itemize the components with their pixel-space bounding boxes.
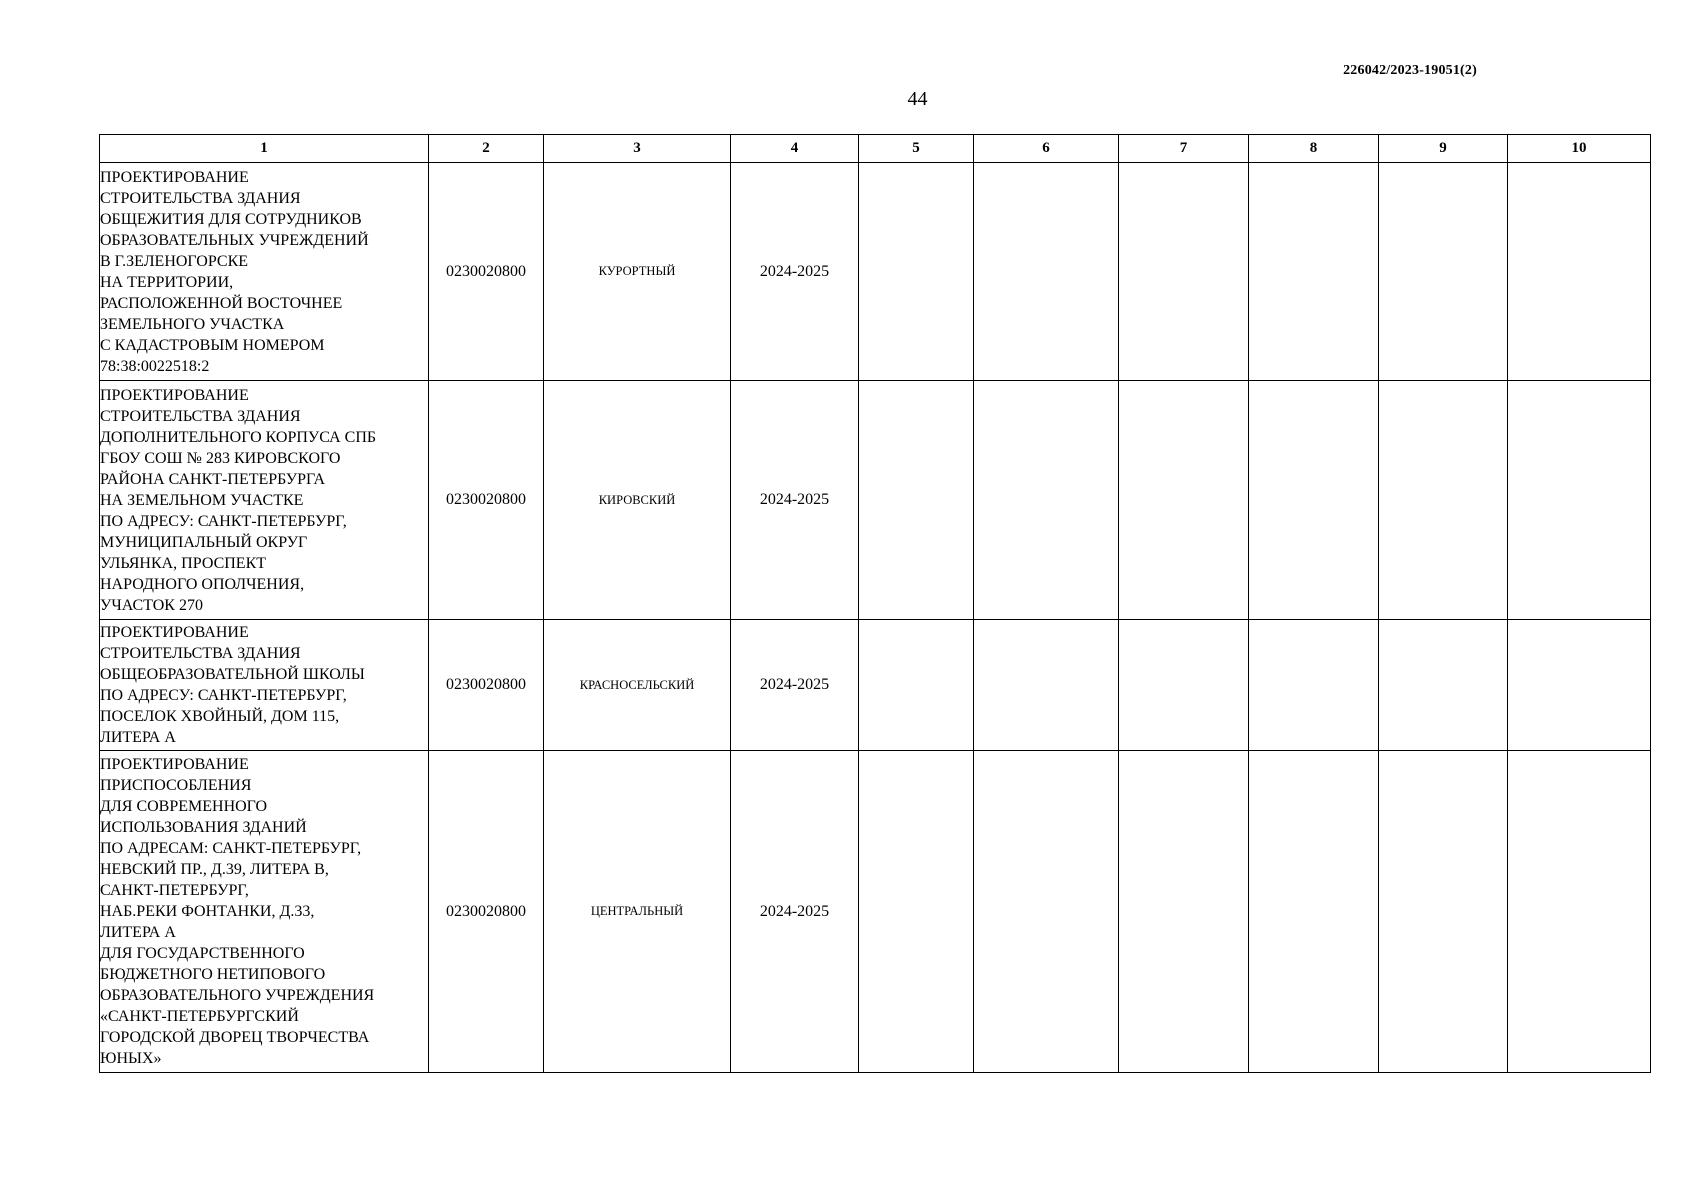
table-row xyxy=(100,620,1651,751)
column-number-row xyxy=(100,135,1651,163)
empty-cell xyxy=(859,163,974,381)
column-header-6: 6 xyxy=(974,135,1119,163)
column-header-7: 7 xyxy=(1119,135,1249,163)
empty-cell xyxy=(974,620,1119,751)
column-header-5: 5 xyxy=(859,135,974,163)
column-header-4: 4 xyxy=(731,135,859,163)
page-number: 44 xyxy=(907,88,928,110)
period-cell: 2024-2025 xyxy=(731,751,859,1073)
empty-cell xyxy=(974,381,1119,620)
empty-cell xyxy=(1249,163,1379,381)
district-cell: КИРОВСКИЙ xyxy=(544,381,731,620)
district-cell: КУРОРТНЫЙ xyxy=(544,163,731,381)
empty-cell xyxy=(1379,751,1508,1073)
code-cell: 0230020800 xyxy=(429,751,544,1073)
column-header-1: 1 xyxy=(100,135,429,163)
object-name-cell: ПРОЕКТИРОВАНИЕ ПРИСПОСОБЛЕНИЯ ДЛЯ СОВРЕМЕННОГО ИСПОЛЬЗОВАНИЯ ЗДАНИЙ ПО АДРЕСАМ: САНКТ-ПЕТЕРБУРГ, НЕВСКИЙ ПР., Д.39, ЛИТЕРА В, САНКТ-ПЕТЕРБУРГ, НАБ.РЕКИ ФОНТАНКИ, Д.33, ЛИТЕРА А ДЛЯ ГОСУДАРСТВЕННОГО БЮДЖЕТНОГО НЕТИПОВОГО ОБРАЗОВАТЕЛЬНОГО УЧРЕЖДЕНИЯ «САНКТ-ПЕТЕРБУРГСКИЙ ГОРОДСКОЙ ДВОРЕЦ ТВОРЧЕСТВА ЮНЫХ» xyxy=(100,751,429,1073)
table-row xyxy=(100,381,1651,620)
empty-cell xyxy=(1249,751,1379,1073)
empty-cell xyxy=(1379,163,1508,381)
table-row xyxy=(100,163,1651,381)
empty-cell xyxy=(1119,163,1249,381)
empty-cell xyxy=(1508,620,1651,751)
column-header-2: 2 xyxy=(429,135,544,163)
period-cell: 2024-2025 xyxy=(731,620,859,751)
period-cell: 2024-2025 xyxy=(731,163,859,381)
column-header-3: 3 xyxy=(544,135,731,163)
empty-cell xyxy=(1508,381,1651,620)
column-header-10: 10 xyxy=(1508,135,1651,163)
district-cell: КРАСНОСЕЛЬСКИЙ xyxy=(544,620,731,751)
empty-cell xyxy=(1379,620,1508,751)
empty-cell xyxy=(1249,381,1379,620)
empty-cell xyxy=(1119,751,1249,1073)
code-cell: 0230020800 xyxy=(429,620,544,751)
column-header-8: 8 xyxy=(1249,135,1379,163)
empty-cell xyxy=(1249,620,1379,751)
empty-cell xyxy=(1119,381,1249,620)
table-row xyxy=(100,751,1651,1073)
main-table xyxy=(99,134,1651,1073)
document-number: 226042/2023-19051(2) xyxy=(1343,63,1477,78)
empty-cell xyxy=(1119,620,1249,751)
district-cell: ЦЕНТРАЛЬНЫЙ xyxy=(544,751,731,1073)
empty-cell xyxy=(1508,163,1651,381)
empty-cell xyxy=(859,381,974,620)
empty-cell xyxy=(859,620,974,751)
column-header-9: 9 xyxy=(1379,135,1508,163)
empty-cell xyxy=(974,751,1119,1073)
code-cell: 0230020800 xyxy=(429,381,544,620)
empty-cell xyxy=(859,751,974,1073)
period-cell: 2024-2025 xyxy=(731,381,859,620)
object-name-cell: ПРОЕКТИРОВАНИЕ СТРОИТЕЛЬСТВА ЗДАНИЯ ОБЩЕЖИТИЯ ДЛЯ СОТРУДНИКОВ ОБРАЗОВАТЕЛЬНЫХ УЧРЕЖДЕНИЙ В Г.ЗЕЛЕНОГОРСКЕ НА ТЕРРИТОРИИ, РАСПОЛОЖЕННОЙ ВОСТОЧНЕЕ ЗЕМЕЛЬНОГО УЧАСТКА С КАДАСТРОВЫМ НОМЕРОМ 78:38:0022518:2 xyxy=(100,163,429,381)
code-cell: 0230020800 xyxy=(429,163,544,381)
object-name-cell: ПРОЕКТИРОВАНИЕ СТРОИТЕЛЬСТВА ЗДАНИЯ ДОПОЛНИТЕЛЬНОГО КОРПУСА СПБ ГБОУ СОШ № 283 КИРОВСКОГО РАЙОНА САНКТ-ПЕТЕРБУРГА НА ЗЕМЕЛЬНОМ УЧАСТКЕ ПО АДРЕСУ: САНКТ-ПЕТЕРБУРГ, МУНИЦИПАЛЬНЫЙ ОКРУГ УЛЬЯНКА, ПРОСПЕКТ НАРОДНОГО ОПОЛЧЕНИЯ, УЧАСТОК 270 xyxy=(100,381,429,620)
empty-cell xyxy=(974,163,1119,381)
empty-cell xyxy=(1508,751,1651,1073)
empty-cell xyxy=(1379,381,1508,620)
object-name-cell: ПРОЕКТИРОВАНИЕ СТРОИТЕЛЬСТВА ЗДАНИЯ ОБЩЕОБРАЗОВАТЕЛЬНОЙ ШКОЛЫ ПО АДРЕСУ: САНКТ-ПЕТЕРБУРГ, ПОСЕЛОК ХВОЙНЫЙ, ДОМ 115, ЛИТЕРА А xyxy=(100,620,429,751)
